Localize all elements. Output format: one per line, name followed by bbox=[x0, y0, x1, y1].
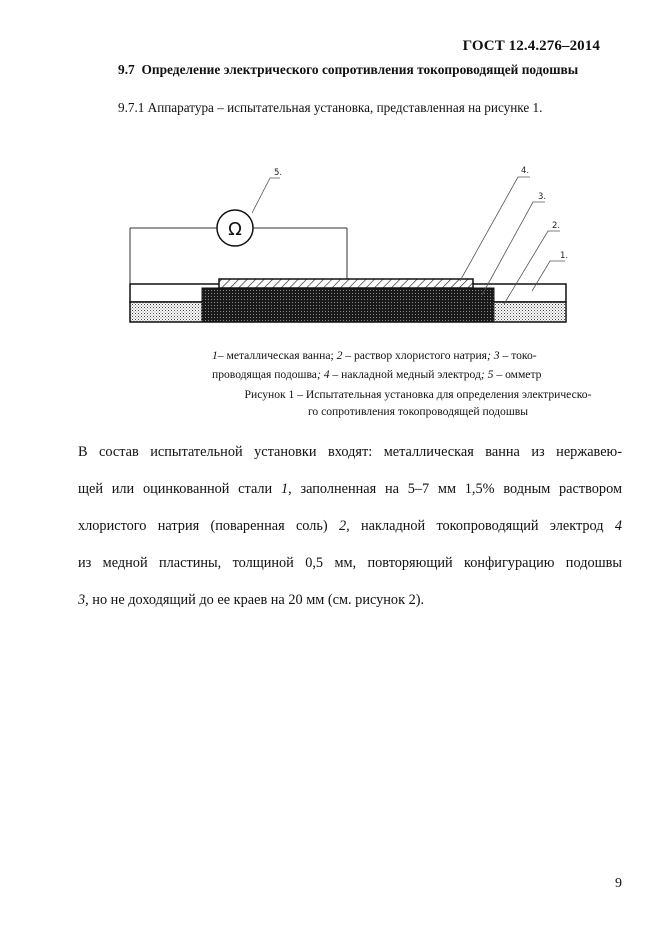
figure-caption bbox=[212, 386, 624, 420]
legend-text-5: – омметр bbox=[493, 368, 542, 381]
legend-num-2: 2 bbox=[336, 349, 343, 362]
body-ref-3: 3 bbox=[78, 592, 86, 608]
legend-text-2: – раствор хлористого натрия bbox=[342, 349, 488, 362]
body-line-3-b: накладной токопроводящий электрод bbox=[349, 518, 615, 534]
subsection-text: 9.7.1 Аппаратура – испытательная установка, представленная на рисунке 1. bbox=[118, 100, 543, 115]
caption-line-1: Рисунок 1 – Испытательная установка для определения электрическо- bbox=[244, 388, 592, 401]
legend-sep-2: ; bbox=[487, 349, 494, 362]
body-line-4: из медной пластины, толщиной 0,5 мм, повторяющий конфигурацию подошвы bbox=[78, 555, 622, 571]
leader-5 bbox=[252, 178, 280, 213]
label-2: 2. bbox=[552, 221, 561, 231]
body-ref-4: 4 bbox=[614, 518, 622, 534]
caption-line-2: го сопротивления токопроводящей подошвы bbox=[307, 405, 529, 418]
label-4: 4. bbox=[521, 166, 530, 176]
legend-text-3: – токо- bbox=[499, 349, 537, 362]
legend-text-1: – металлическая ванна; bbox=[217, 349, 337, 362]
leader-3 bbox=[482, 202, 545, 295]
legend-num-1: 1 bbox=[212, 349, 218, 362]
body-line-2-a: щей или оцинкованной стали bbox=[78, 481, 281, 497]
page-number: 9 bbox=[615, 876, 622, 891]
legend-num-4: 4 bbox=[323, 368, 330, 381]
body-ref-2: 2, bbox=[338, 518, 350, 534]
leader-4 bbox=[460, 177, 530, 281]
legend-num-5: 5 bbox=[487, 368, 494, 381]
section-title: Определение электрического сопротивления токопроводящей подошвы bbox=[141, 62, 579, 77]
legend-text-4: – накладной медный электрод bbox=[329, 368, 481, 381]
legend-sep-4: ; bbox=[480, 368, 488, 381]
figure-legend bbox=[212, 346, 606, 384]
body-line-5-b: , но не доходящий до ее краев на 20 мм (см. рисунок 2). bbox=[85, 592, 425, 608]
body-line-3 bbox=[78, 508, 622, 545]
body-line-2 bbox=[78, 471, 622, 508]
body-ref-1: 1 bbox=[280, 481, 289, 497]
legend-num-3: 3 bbox=[493, 349, 500, 362]
legend-text-3b: проводящая подошва bbox=[212, 368, 317, 381]
section-heading bbox=[118, 62, 578, 78]
body-line-2-b: , заполненная на 5–7 мм 1,5% водным раствором bbox=[288, 481, 622, 497]
section-number: 9.7 bbox=[118, 62, 135, 77]
label-1: 1. bbox=[560, 251, 569, 261]
body-line-5 bbox=[78, 582, 622, 619]
conductive-sole bbox=[202, 288, 494, 322]
body-paragraph bbox=[78, 434, 622, 619]
test-setup-figure bbox=[120, 160, 590, 335]
legend-sep-3: ; bbox=[316, 368, 324, 381]
copper-electrode bbox=[219, 279, 473, 288]
body-line-3-a: хлористого натрия (поваренная соль) bbox=[78, 518, 339, 534]
label-3: 3. bbox=[538, 192, 547, 202]
document-code: ГОСТ 12.4.276–2014 bbox=[462, 38, 600, 54]
label-5: 5. bbox=[274, 168, 283, 178]
ohm-symbol-icon: Ω bbox=[228, 219, 242, 240]
body-line-1: В состав испытательной установки входят: металлическая ванна из нержавею- bbox=[78, 444, 622, 460]
